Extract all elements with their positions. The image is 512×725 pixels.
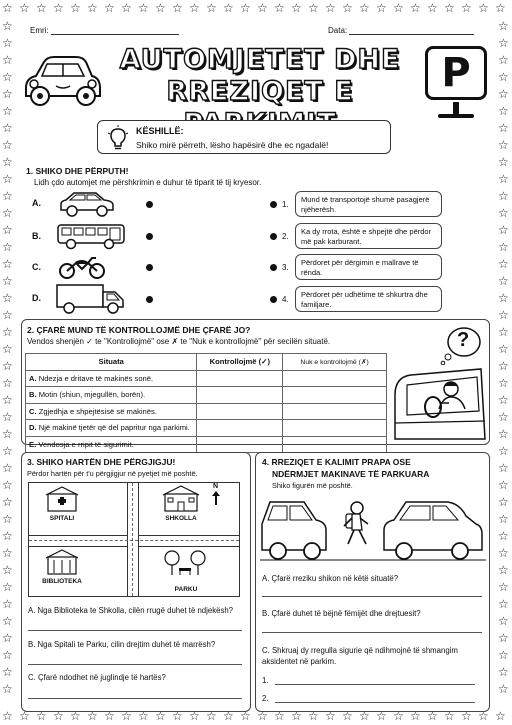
border-star-icon: ☆ xyxy=(393,1,404,15)
match-dot-right[interactable] xyxy=(270,296,277,303)
border-star-icon: ☆ xyxy=(257,709,268,723)
border-star-icon: ☆ xyxy=(155,1,166,15)
title-line-2: RREZIQET E xyxy=(166,76,354,107)
parking-sign-letter: P xyxy=(441,50,471,96)
situation-cell: B. Motin (shiun, mjegullën, borën). xyxy=(26,387,197,404)
border-star-icon: ☆ xyxy=(498,614,509,628)
border-star-icon: ☆ xyxy=(2,138,13,152)
question-4b: B. Çfarë duhet të bëjnë fëmijët dhe drejtuesit? xyxy=(262,609,421,618)
border-star-icon: ☆ xyxy=(478,1,489,15)
border-star-icon: ☆ xyxy=(2,342,13,356)
north-arrow-icon xyxy=(212,491,220,505)
match-dot-right[interactable] xyxy=(270,233,277,240)
description-box: Ka dy rrota, është e shpejtë dhe përdor më pak karburant. xyxy=(295,223,442,249)
border-star-icon: ☆ xyxy=(325,1,336,15)
border-star-icon: ☆ xyxy=(498,359,509,373)
border-star-icon: ☆ xyxy=(498,478,509,492)
control-checkbox-cell[interactable] xyxy=(197,420,283,437)
question-3c: C. Çfarë ndodhet në juglindje të hartës? xyxy=(28,673,166,682)
truck-icon xyxy=(55,282,129,316)
section4-heading-line2: NDËRMJET MAKINAVE TË PARKUARA xyxy=(272,469,430,479)
driver-illustration xyxy=(393,365,488,441)
border-star-icon: ☆ xyxy=(498,631,509,645)
border-star-icon: ☆ xyxy=(498,19,509,33)
border-star-icon: ☆ xyxy=(291,1,302,15)
tip-text: Shiko mirë përreth, lësho hapësirë dhe ec ngadalë! xyxy=(136,140,329,150)
border-star-icon: ☆ xyxy=(2,359,13,373)
border-star-icon: ☆ xyxy=(2,665,13,679)
match-dot-right[interactable] xyxy=(270,264,277,271)
school-icon xyxy=(162,484,200,512)
border-star-icon: ☆ xyxy=(461,1,472,15)
question-4c: C. Shkruaj dy rregulla sigurie që ndihmojnë të shmangim aksidentet në parkim. xyxy=(262,646,458,666)
border-star-icon: ☆ xyxy=(2,1,13,15)
border-star-icon: ☆ xyxy=(498,274,509,288)
no-control-checkbox-cell[interactable] xyxy=(283,370,387,387)
table-row xyxy=(26,370,387,387)
border-star-icon: ☆ xyxy=(2,427,13,441)
border-star-icon: ☆ xyxy=(342,1,353,15)
border-star-icon: ☆ xyxy=(2,36,13,50)
no-control-checkbox-cell[interactable] xyxy=(283,403,387,420)
match-number: 4. xyxy=(282,295,289,304)
border-star-icon: ☆ xyxy=(498,580,509,594)
match-dot-left[interactable] xyxy=(146,264,153,271)
border-star-icon: ☆ xyxy=(138,709,149,723)
border-star-icon: ☆ xyxy=(36,709,47,723)
border-star-icon: ☆ xyxy=(240,1,251,15)
border-star-icon: ☆ xyxy=(2,563,13,577)
rule-number-2: 2. xyxy=(262,694,269,703)
border-star-icon: ☆ xyxy=(2,631,13,645)
border-star-icon: ☆ xyxy=(498,563,509,577)
name-label: Emri: xyxy=(30,26,49,35)
border-star-icon: ☆ xyxy=(359,1,370,15)
border-star-icon: ☆ xyxy=(498,53,509,67)
border-star-icon: ☆ xyxy=(53,709,64,723)
border-star-icon: ☆ xyxy=(2,155,13,169)
match-dot-left[interactable] xyxy=(146,201,153,208)
answer-line[interactable] xyxy=(275,702,475,703)
border-star-icon: ☆ xyxy=(498,36,509,50)
border-star-icon: ☆ xyxy=(498,240,509,254)
border-star-icon: ☆ xyxy=(240,709,251,723)
border-star-icon: ☆ xyxy=(2,240,13,254)
border-star-icon: ☆ xyxy=(19,709,30,723)
border-star-icon: ☆ xyxy=(36,1,47,15)
border-star-icon: ☆ xyxy=(2,495,13,509)
border-star-icon: ☆ xyxy=(104,1,115,15)
border-star-icon: ☆ xyxy=(2,614,13,628)
question-mark: ? xyxy=(457,329,470,351)
map-label-hospital: SPITALI xyxy=(49,515,75,522)
border-star-icon: ☆ xyxy=(498,257,509,271)
border-star-icon: ☆ xyxy=(498,189,509,203)
border-star-icon: ☆ xyxy=(498,206,509,220)
border-star-icon: ☆ xyxy=(498,291,509,305)
lightbulb-icon xyxy=(107,125,129,151)
border-star-icon: ☆ xyxy=(498,546,509,560)
border-star-icon: ☆ xyxy=(70,709,81,723)
option-d-letter: D. xyxy=(32,293,41,303)
border-star-icon: ☆ xyxy=(2,19,13,33)
control-checkbox-cell[interactable] xyxy=(197,403,283,420)
border-star-icon: ☆ xyxy=(498,597,509,611)
border-star-icon: ☆ xyxy=(2,104,13,118)
border-star-icon: ☆ xyxy=(2,257,13,271)
border-star-icon: ☆ xyxy=(121,1,132,15)
border-star-icon: ☆ xyxy=(257,1,268,15)
border-star-icon: ☆ xyxy=(206,709,217,723)
border-star-icon: ☆ xyxy=(308,709,319,723)
border-star-icon: ☆ xyxy=(2,580,13,594)
section3-subtitle: Përdor hartën për t'u përgjigjur në pyetjet më poshtë. xyxy=(27,469,198,478)
border-star-icon: ☆ xyxy=(2,393,13,407)
border-star-icon: ☆ xyxy=(498,308,509,322)
car-icon xyxy=(58,190,116,218)
control-checkbox-cell[interactable] xyxy=(197,370,283,387)
border-star-icon: ☆ xyxy=(498,682,509,696)
table-row xyxy=(26,403,387,420)
border-star-icon: ☆ xyxy=(495,709,506,723)
answer-line[interactable] xyxy=(28,630,242,631)
section1-subtitle: Lidh çdo automjet me përshkrimin e duhur të tiparit të tij kryesor. xyxy=(34,178,262,187)
border-star-icon: ☆ xyxy=(2,512,13,526)
option-a-letter: A. xyxy=(32,198,41,208)
border-star-icon: ☆ xyxy=(2,444,13,458)
border-star-icon: ☆ xyxy=(172,1,183,15)
answer-line[interactable] xyxy=(262,596,482,597)
park-icon xyxy=(162,549,208,577)
library-icon xyxy=(45,549,79,575)
border-star-icon: ☆ xyxy=(87,1,98,15)
parking-sign xyxy=(425,46,487,100)
border-star-icon: ☆ xyxy=(2,376,13,390)
border-star-icon: ☆ xyxy=(274,1,285,15)
match-dot-right[interactable] xyxy=(270,201,277,208)
col-header-control: Kontrollojmë (✓) xyxy=(197,354,283,371)
border-star-icon: ☆ xyxy=(444,709,455,723)
situation-cell: D. Një makinë tjetër që del papritur nga parkimi. xyxy=(26,420,197,437)
match-number: 1. xyxy=(282,200,289,209)
control-checkbox-cell[interactable] xyxy=(197,436,283,453)
border-star-icon: ☆ xyxy=(19,1,30,15)
match-dot-left[interactable] xyxy=(146,296,153,303)
border-star-icon: ☆ xyxy=(410,709,421,723)
border-star-icon: ☆ xyxy=(498,648,509,662)
table-row xyxy=(26,420,387,437)
border-star-icon: ☆ xyxy=(2,682,13,696)
border-star-icon: ☆ xyxy=(376,709,387,723)
option-c-letter: C. xyxy=(32,262,41,272)
border-star-icon: ☆ xyxy=(2,223,13,237)
border-star-icon: ☆ xyxy=(498,138,509,152)
border-star-icon: ☆ xyxy=(2,121,13,135)
border-star-icon: ☆ xyxy=(70,1,81,15)
border-star-icon: ☆ xyxy=(359,709,370,723)
question-4a: A. Çfarë rreziku shikon në këtë situatë? xyxy=(262,574,399,583)
border-star-icon: ☆ xyxy=(498,444,509,458)
match-number: 2. xyxy=(282,232,289,241)
answer-line[interactable] xyxy=(28,698,242,699)
border-star-icon: ☆ xyxy=(498,121,509,135)
table-row xyxy=(26,436,387,453)
answer-line[interactable] xyxy=(262,632,482,633)
border-star-icon: ☆ xyxy=(461,709,472,723)
map-label-library: BIBLIOTEKA xyxy=(42,578,82,585)
border-star-icon: ☆ xyxy=(342,709,353,723)
border-star-icon: ☆ xyxy=(2,597,13,611)
description-box: Përdoret për udhëtime të shkurtra dhe familjare. xyxy=(295,286,442,312)
section1-heading: 1. SHIKO DHE PËRPUTH! xyxy=(26,166,129,176)
border-star-icon: ☆ xyxy=(2,189,13,203)
border-star-icon: ☆ xyxy=(498,172,509,186)
border-star-icon: ☆ xyxy=(410,1,421,15)
motorcycle-icon xyxy=(58,254,106,280)
col-header-no-control: Nuk e kontrollojmë (✗) xyxy=(283,354,387,371)
situation-cell: C. Zgjedhja e shpejtësisë së makinës. xyxy=(26,403,197,420)
border-star-icon: ☆ xyxy=(498,393,509,407)
border-star-icon: ☆ xyxy=(87,709,98,723)
date-label: Data: xyxy=(328,26,348,35)
border-star-icon: ☆ xyxy=(104,709,115,723)
date-line[interactable] xyxy=(328,26,474,35)
border-star-icon: ☆ xyxy=(2,709,13,723)
option-b-letter: B. xyxy=(32,231,41,241)
border-star-icon: ☆ xyxy=(498,529,509,543)
border-star-icon: ☆ xyxy=(376,1,387,15)
border-star-icon: ☆ xyxy=(2,648,13,662)
border-star-icon: ☆ xyxy=(478,709,489,723)
col-header-situation: Situata xyxy=(26,354,197,371)
situation-cell: A. Ndezja e dritave të makinës sonë. xyxy=(26,370,197,387)
border-star-icon: ☆ xyxy=(325,709,336,723)
border-star-icon: ☆ xyxy=(498,461,509,475)
border-star-icon: ☆ xyxy=(223,1,234,15)
border-star-icon: ☆ xyxy=(2,274,13,288)
border-star-icon: ☆ xyxy=(2,410,13,424)
no-control-checkbox-cell[interactable] xyxy=(283,436,387,453)
name-line[interactable] xyxy=(30,26,179,35)
border-star-icon: ☆ xyxy=(498,104,509,118)
border-star-icon: ☆ xyxy=(138,1,149,15)
no-control-checkbox-cell[interactable] xyxy=(283,420,387,437)
hospital-icon xyxy=(45,486,79,512)
section4-subtitle: Shiko figurën më poshtë. xyxy=(272,481,353,490)
tip-box xyxy=(97,120,391,154)
rule-number-1: 1. xyxy=(262,676,269,685)
border-star-icon: ☆ xyxy=(189,1,200,15)
border-star-icon: ☆ xyxy=(2,87,13,101)
border-star-icon: ☆ xyxy=(2,546,13,560)
border-star-icon: ☆ xyxy=(393,709,404,723)
border-star-icon: ☆ xyxy=(274,709,285,723)
section2-heading: 2. ÇFARË MUND TË KONTROLLOJMË DHE ÇFARË JO? xyxy=(27,325,251,335)
section2-subtitle: Vendos shenjën ✓ te "Kontrollojmë" ose ✗ te "Nuk e kontrollojmë" për secilën situatë. xyxy=(27,337,331,346)
border-star-icon: ☆ xyxy=(121,709,132,723)
situation-cell: E. Vendosja e rripit të sigurimit. xyxy=(26,436,197,453)
border-star-icon: ☆ xyxy=(498,87,509,101)
map-label-school: SHKOLLA xyxy=(165,515,197,522)
parked-cars-illustration xyxy=(260,494,486,564)
border-star-icon: ☆ xyxy=(53,1,64,15)
bus-icon xyxy=(56,222,126,250)
border-star-icon: ☆ xyxy=(2,206,13,220)
tip-title: KËSHILLË: xyxy=(136,126,184,136)
border-star-icon: ☆ xyxy=(498,495,509,509)
border-star-icon: ☆ xyxy=(172,709,183,723)
title-line-1: AUTOMJETET DHE xyxy=(119,44,401,75)
border-star-icon: ☆ xyxy=(2,291,13,305)
border-star-icon: ☆ xyxy=(2,478,13,492)
border-star-icon: ☆ xyxy=(223,709,234,723)
border-star-icon: ☆ xyxy=(498,410,509,424)
border-star-icon: ☆ xyxy=(206,1,217,15)
answer-line[interactable] xyxy=(275,684,475,685)
border-star-icon: ☆ xyxy=(498,223,509,237)
border-star-icon: ☆ xyxy=(498,376,509,390)
table-row xyxy=(26,387,387,404)
border-star-icon: ☆ xyxy=(155,709,166,723)
border-star-icon: ☆ xyxy=(189,709,200,723)
border-star-icon: ☆ xyxy=(291,709,302,723)
border-star-icon: ☆ xyxy=(498,325,509,339)
description-box: Përdoret për dërgimin e mallrave të rënda. xyxy=(295,254,442,280)
border-star-icon: ☆ xyxy=(498,665,509,679)
table-header-row xyxy=(26,354,387,371)
border-star-icon: ☆ xyxy=(498,155,509,169)
border-star-icon: ☆ xyxy=(2,308,13,322)
border-star-icon: ☆ xyxy=(2,529,13,543)
answer-line[interactable] xyxy=(28,664,242,665)
border-star-icon: ☆ xyxy=(2,53,13,67)
border-star-icon: ☆ xyxy=(498,512,509,526)
control-checkbox-cell[interactable] xyxy=(197,387,283,404)
border-star-icon: ☆ xyxy=(498,427,509,441)
border-star-icon: ☆ xyxy=(2,325,13,339)
border-star-icon: ☆ xyxy=(427,709,438,723)
border-star-icon: ☆ xyxy=(308,1,319,15)
situations-table xyxy=(25,353,387,453)
question-3a: A. Nga Biblioteka te Shkolla, cilën rrugë duhet të ndjekësh? xyxy=(28,606,234,615)
border-star-icon: ☆ xyxy=(495,1,506,15)
border-star-icon: ☆ xyxy=(498,70,509,84)
border-star-icon: ☆ xyxy=(444,1,455,15)
section4-heading-line1: 4. RREZIQET E KALIMIT PRAPA OSE xyxy=(262,457,411,467)
section3-heading: 3. SHIKO HARTËN DHE PËRGJIGJU! xyxy=(27,457,176,467)
description-box: Mund të transportojë shumë pasagjerë njëherësh. xyxy=(295,191,442,217)
parking-sign-base xyxy=(438,114,474,118)
border-star-icon: ☆ xyxy=(498,342,509,356)
border-star-icon: ☆ xyxy=(2,172,13,186)
question-3b: B. Nga Spitali te Parku, cilin drejtim duhet të marrësh? xyxy=(28,640,216,649)
match-number: 3. xyxy=(282,263,289,272)
car-illustration xyxy=(20,52,104,110)
match-dot-left[interactable] xyxy=(146,233,153,240)
no-control-checkbox-cell[interactable] xyxy=(283,387,387,404)
border-star-icon: ☆ xyxy=(2,70,13,84)
border-star-icon: ☆ xyxy=(427,1,438,15)
north-label: N xyxy=(213,483,219,490)
map-label-park: PARKU xyxy=(174,586,198,593)
border-star-icon: ☆ xyxy=(2,461,13,475)
